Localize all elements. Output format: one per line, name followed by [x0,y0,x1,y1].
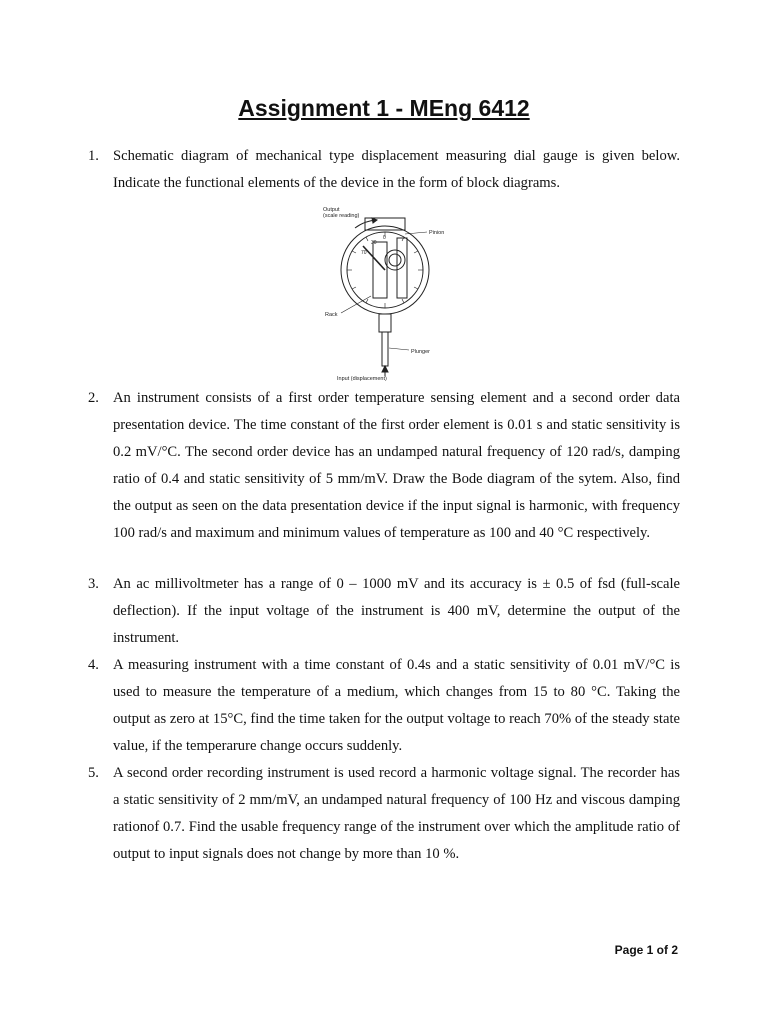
label-output-sub: (scale reading) [323,213,360,219]
question-item [88,385,680,547]
question-item [88,143,680,197]
label-plunger: Plunger [411,349,430,355]
question-number: 2. [88,390,99,406]
question-text: An instrument consists of a first order temperature sensing element and a second order data presentation device. The time constant of the first order element is 0.01 s and static sensitivity is 0.2 mV/°C. The second order device has an undamped natural frequency of 120 rad/s, damping ratio of 0.4 and static sensitivity of 5 mm/mV. Draw the Bode diagram of the sytem. Also, find the output as seen on the data presentation device if the input signal is harmonic, with frequency 100 rad/s and maximum and minimum values of temperature as 100 and 40 °C respectively. [113,390,680,541]
label-output: Output [323,207,340,213]
document-title: Assignment 1 - MEng 6412 [238,95,530,121]
label-scale-0: 0 [383,235,386,241]
pinion-gear [385,250,405,270]
plunger-rod [382,332,388,366]
page-number: Page 1 of 2 [614,943,678,957]
plunger-sleeve [379,314,391,332]
question-text: Schematic diagram of mechanical type displacement measuring dial gauge is given below. Indicate the functional elements of the device in the form of block diagrams. [113,148,680,191]
dial-gauge-diagram [305,198,465,388]
question-item [88,652,680,760]
question-item [88,571,680,652]
question-text: An ac millivoltmeter has a range of 0 – 1000 mV and its accuracy is ± 0.5 of fsd (full-scale deflection). If the input voltage of the instrument is 400 mV, determine the output of the instrument. [113,576,680,646]
question-item [88,760,680,868]
input-arrowhead [382,366,388,372]
plunger-leader [389,348,409,350]
label-pinion: Pinion [429,230,445,236]
label-scale-70: 70 [361,250,367,256]
label-input: Input (displacement) [337,376,387,382]
question-number: 5. [88,765,99,781]
pinion-hub [389,254,401,266]
question-text: A second order recording instrument is used record a harmonic voltage signal. The recorder has a static sensitivity of 2 mm/mV, an undamped natural frequency of 100 Hz and viscous damping rationof 0.7. Find the usable frequency range of the instrument over which the amplitude ratio of output to input signals does not change by more than 10 %. [113,765,680,862]
rack-guide [397,238,407,298]
question-number: 1. [88,148,99,164]
question-number: 3. [88,576,99,592]
label-scale-30: 30 [371,240,377,246]
rotation-arrowhead [372,218,377,223]
question-number: 4. [88,657,99,673]
question-text: A measuring instrument with a time constant of 0.4s and a static sensitivity of 0.01 mV/°C is used to measure the temperature of a medium, which changes from 15 to 80 °C. Taking the output as zero at 15°C, find the time taken for the output voltage to reach 70% of the steady state value, if the temperarure change occurs suddenly. [113,657,680,754]
label-rack: Rack [325,312,338,318]
